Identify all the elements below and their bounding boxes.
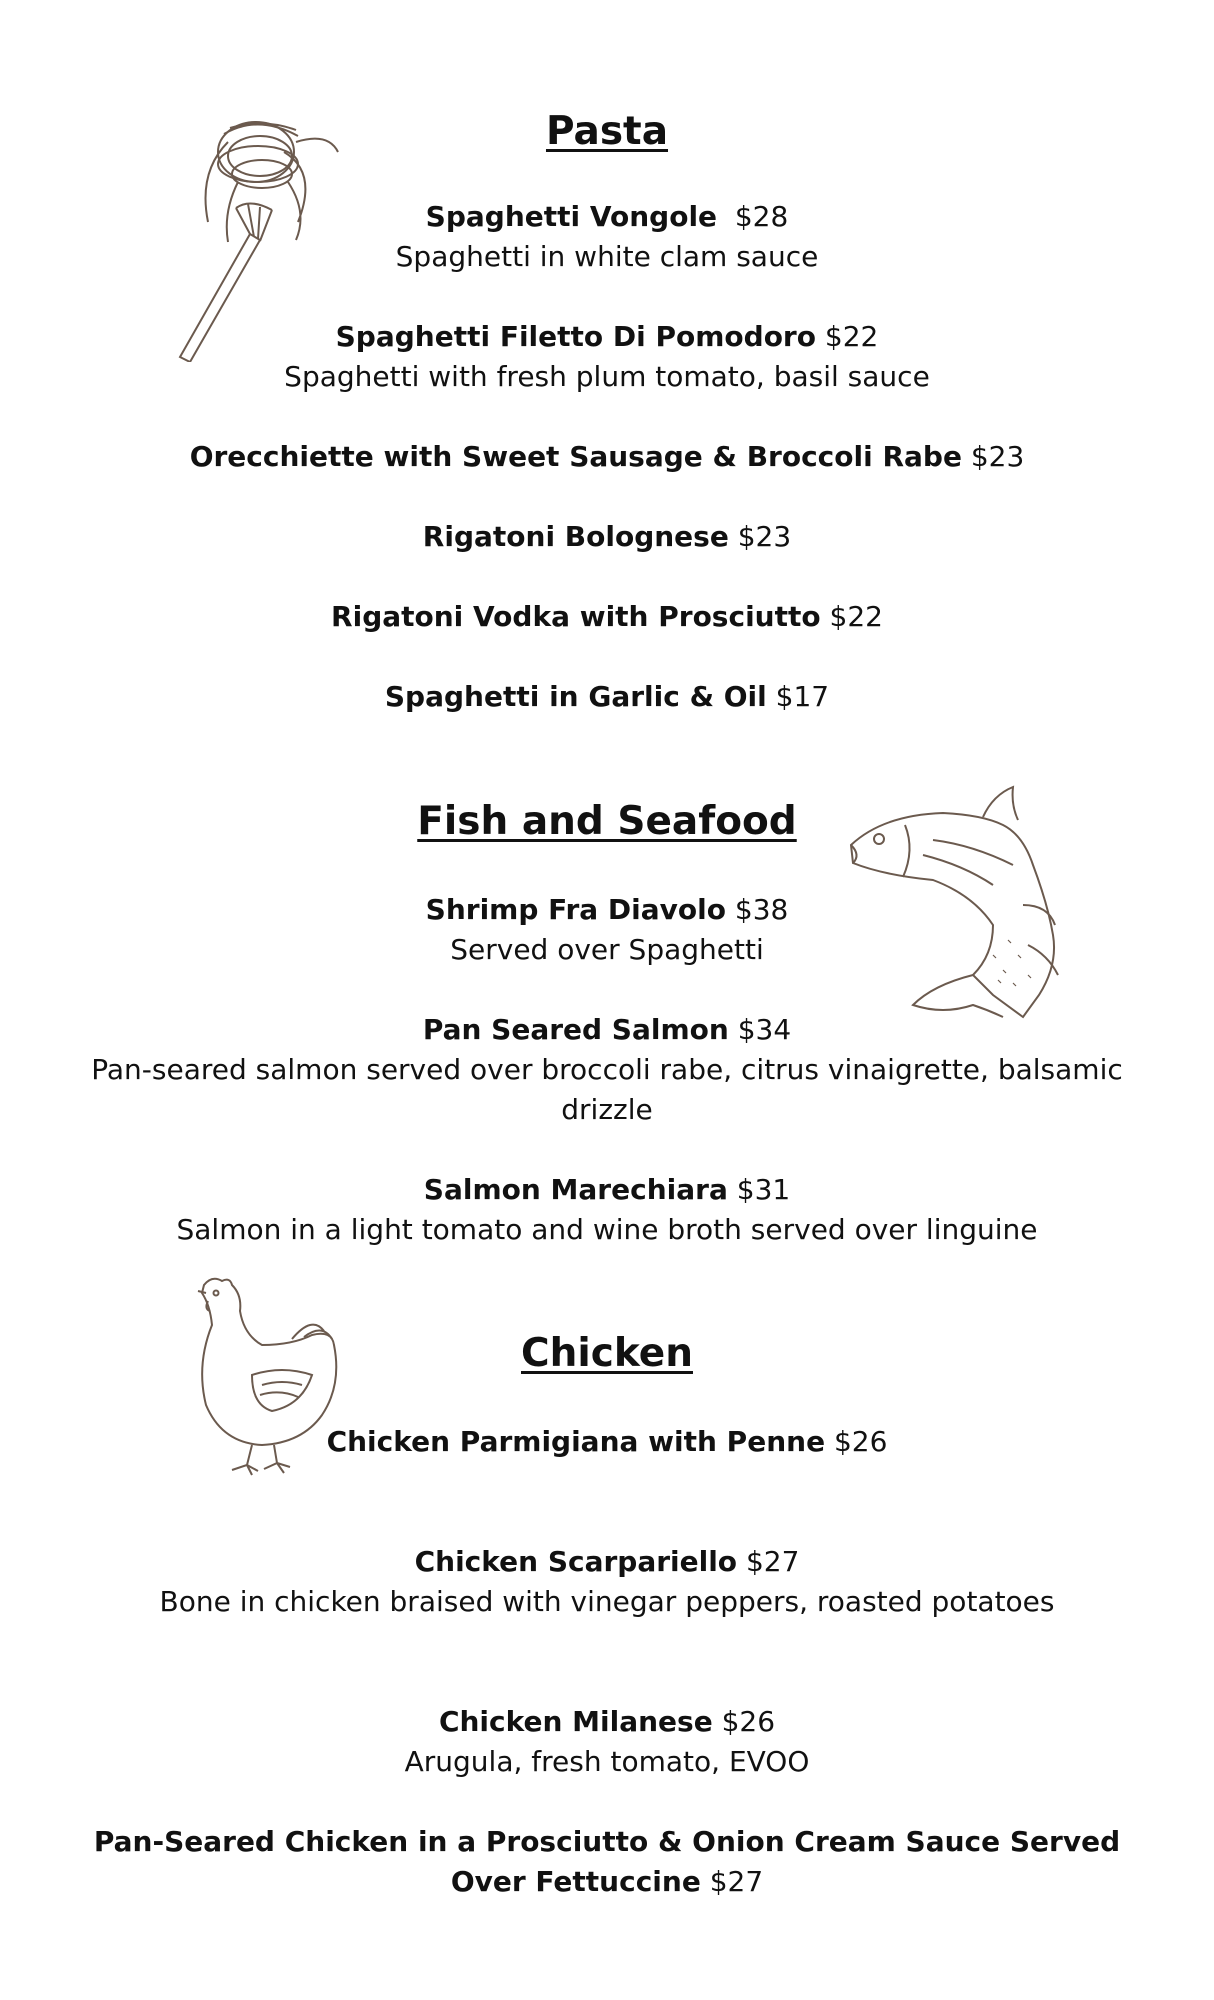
item-price: $17 bbox=[775, 680, 830, 713]
item-name: Spaghetti Filetto Di Pomodoro bbox=[335, 320, 816, 353]
item-name: Spaghetti in Garlic & Oil bbox=[384, 680, 767, 713]
item-name: Orecchiette with Sweet Sausage & Broccoli Rabe bbox=[189, 440, 962, 473]
menu-item bbox=[0, 890, 1214, 930]
item-name: Salmon Marechiara bbox=[423, 1173, 728, 1206]
menu-item bbox=[0, 677, 1214, 717]
section-heading-fish: Fish and Seafood bbox=[417, 799, 797, 844]
menu-item bbox=[0, 317, 1214, 357]
item-description: Spaghetti with fresh plum tomato, basil sauce bbox=[284, 360, 930, 393]
menu-item bbox=[0, 437, 1214, 477]
menu-item bbox=[80, 1822, 1134, 1902]
item-name: Rigatoni Bolognese bbox=[422, 520, 729, 553]
item-name: Chicken Scarpariello bbox=[414, 1545, 738, 1578]
item-description: Spaghetti in white clam sauce bbox=[395, 240, 819, 273]
item-name: Pan-Seared Chicken in a Prosciutto & Onion Cream Sauce Served Over Fettuccine bbox=[93, 1825, 1121, 1898]
item-name: Chicken Parmigiana with Penne bbox=[326, 1425, 826, 1458]
item-name: Shrimp Fra Diavolo bbox=[425, 893, 726, 926]
item-price: $22 bbox=[824, 320, 879, 353]
menu-item bbox=[0, 1010, 1214, 1050]
item-price: $38 bbox=[734, 893, 789, 926]
menu-item bbox=[0, 517, 1214, 557]
item-name: Chicken Milanese bbox=[438, 1705, 713, 1738]
section-heading-chicken: Chicken bbox=[521, 1331, 693, 1376]
item-description: Arugula, fresh tomato, EVOO bbox=[404, 1745, 810, 1778]
item-price: $26 bbox=[833, 1425, 888, 1458]
item-price: $34 bbox=[737, 1013, 792, 1046]
item-description: Salmon in a light tomato and wine broth served over linguine bbox=[176, 1213, 1038, 1246]
menu-item bbox=[0, 1170, 1214, 1210]
menu-item bbox=[0, 1702, 1214, 1742]
item-price: $23 bbox=[970, 440, 1025, 473]
item-price: $27 bbox=[709, 1865, 764, 1898]
item-price: $26 bbox=[721, 1705, 776, 1738]
item-name: Spaghetti Vongole bbox=[425, 200, 718, 233]
item-price: $28 bbox=[734, 200, 789, 233]
menu-item bbox=[0, 597, 1214, 637]
menu-item bbox=[0, 197, 1214, 237]
item-price: $27 bbox=[745, 1545, 800, 1578]
item-price: $23 bbox=[737, 520, 792, 553]
item-name: Rigatoni Vodka with Prosciutto bbox=[331, 600, 821, 633]
menu-item bbox=[0, 1542, 1214, 1582]
item-description: Served over Spaghetti bbox=[450, 933, 764, 966]
item-description: Bone in chicken braised with vinegar peppers, roasted potatoes bbox=[159, 1585, 1055, 1618]
item-price: $31 bbox=[736, 1173, 791, 1206]
menu-item bbox=[0, 1422, 1214, 1462]
item-name: Pan Seared Salmon bbox=[422, 1013, 729, 1046]
item-price: $22 bbox=[829, 600, 883, 633]
section-heading-pasta: Pasta bbox=[545, 109, 669, 154]
item-description: Pan-seared salmon served over broccoli rabe, citrus vinaigrette, balsamic drizzle bbox=[91, 1053, 1123, 1126]
